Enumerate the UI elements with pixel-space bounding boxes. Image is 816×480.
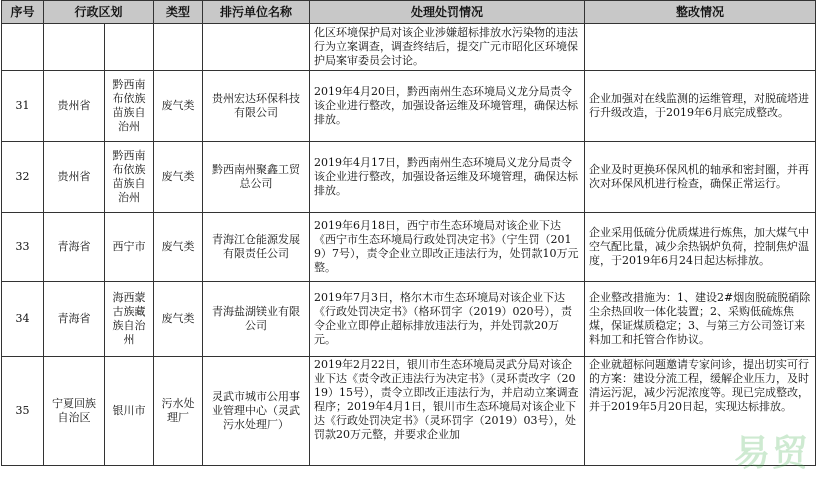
cell-rectification: 企业加强对在线监测的运维管理，对脱硫塔进行升级改造，于2019年6月底完成整改。 bbox=[585, 71, 816, 142]
cell-no: 31 bbox=[2, 71, 44, 142]
header-company: 排污单位名称 bbox=[203, 1, 310, 24]
header-type: 类型 bbox=[154, 1, 203, 24]
header-no: 序号 bbox=[2, 1, 44, 24]
cell-penalty: 2019年7月3日，格尔木市生态环境局对该企业下达《行政处罚决定书》（格环罚字（2019）020号），责令企业立即停止超标排放违法行为，并处罚款20万元。 bbox=[310, 282, 585, 357]
cell-penalty: 2019年4月17日，黔西南州生态环境局义龙分局责令该企业进行整改，加强设备运维及环境管理，确保达标排放。 bbox=[310, 142, 585, 213]
header-rectification: 整改情况 bbox=[585, 1, 816, 24]
cell-type: 废气类 bbox=[154, 142, 203, 213]
cell-rectification: 企业整改措施为：1、建设2#烟囱脱硫脱硝除尘余热回收一体化装置；2、采购低硫炼焦煤，保证煤质稳定；3、与第三方公司签订来料加工和托管合作协议。 bbox=[585, 282, 816, 357]
cell-rectification: 企业采用低硫分优质煤进行炼焦，加大煤气中空气配比量，减少余热锅炉负荷，控制焦炉温度，于2019年6月24日起达标排放。 bbox=[585, 213, 816, 282]
cell-type: 污水处理厂 bbox=[154, 357, 203, 466]
cell-district: 黔西南布依族苗族自治州 bbox=[105, 71, 154, 142]
cell-company: 黔西南州聚鑫工贸总公司 bbox=[203, 142, 310, 213]
cell-region: 贵州省 bbox=[44, 142, 105, 213]
watermark-logo: 易贸 bbox=[733, 433, 810, 474]
table-row bbox=[2, 71, 816, 142]
cell-district bbox=[105, 24, 154, 71]
cell-region bbox=[44, 24, 105, 71]
cell-penalty: 2019年2月22日，银川市生态环境局灵武分局对该企业下达《责令改正违法行为决定书》（灵环责改字（2019）15号），责令立即改正违法行为，并启动立案调查程序；2019年4月1日，银川市生态环境局对该企业下达《行政处罚决定书》（灵环罚字（2019）03号），处罚款20万元整，并要求企业加 bbox=[310, 357, 585, 466]
header-row bbox=[2, 1, 816, 24]
cell-penalty: 化区环境保护局对该企业涉嫌超标排放水污染物的违法行为立案调查，调查终结后，提交广元市昭化区环境保护局案审委员会讨论。 bbox=[310, 24, 585, 71]
cell-no: 32 bbox=[2, 142, 44, 213]
cell-penalty: 2019年6月18日，西宁市生态环境局对该企业下达《西宁市生态环境局行政处罚决定书》（宁生罚（2019）7号），责令企业立即改正违法行为，处罚款10万元整。 bbox=[310, 213, 585, 282]
table-row bbox=[2, 142, 816, 213]
cell-type: 废气类 bbox=[154, 213, 203, 282]
cell-district: 银川市 bbox=[105, 357, 154, 466]
cell-region: 宁夏回族自治区 bbox=[44, 357, 105, 466]
table-row bbox=[2, 24, 816, 71]
cell-type: 废气类 bbox=[154, 71, 203, 142]
cell-region: 青海省 bbox=[44, 213, 105, 282]
cell-type: 废气类 bbox=[154, 282, 203, 357]
cell-company bbox=[203, 24, 310, 71]
cell-penalty: 2019年4月20日，黔西南州生态环境局义龙分局责令该企业进行整改，加强设备运维及环境管理，确保达标排放。 bbox=[310, 71, 585, 142]
cell-company: 青海盐湖镁业有限公司 bbox=[203, 282, 310, 357]
cell-no: 34 bbox=[2, 282, 44, 357]
cell-rectification bbox=[585, 24, 816, 71]
cell-district: 黔西南布依族苗族自治州 bbox=[105, 142, 154, 213]
table-row bbox=[2, 282, 816, 357]
header-penalty: 处理处罚情况 bbox=[310, 1, 585, 24]
cell-region: 青海省 bbox=[44, 282, 105, 357]
cell-company: 青海江仓能源发展有限责任公司 bbox=[203, 213, 310, 282]
cell-rectification: 企业及时更换环保风机的轴承和密封圈，并再次对环保风机进行检查，确保正常运行。 bbox=[585, 142, 816, 213]
cell-company: 贵州宏达环保科技有限公司 bbox=[203, 71, 310, 142]
cell-district: 海西蒙古族藏族自治州 bbox=[105, 282, 154, 357]
cell-district: 西宁市 bbox=[105, 213, 154, 282]
cell-no: 35 bbox=[2, 357, 44, 466]
cell-no: 33 bbox=[2, 213, 44, 282]
cell-no bbox=[2, 24, 44, 71]
table-row bbox=[2, 357, 816, 466]
cell-region: 贵州省 bbox=[44, 71, 105, 142]
cell-rectification: 企业就超标问题邀请专家问诊，提出切实可行的方案：建设分流工程，缓解企业压力，及时清运污泥，减少污泥浓度等。现已完成整改，并于2019年5月20日起，实现达标排放。 bbox=[585, 357, 816, 466]
cell-company: 灵武市城市公用事业管理中心（灵武污水处理厂） bbox=[203, 357, 310, 466]
pollution-table bbox=[1, 0, 816, 466]
cell-type bbox=[154, 24, 203, 71]
header-region: 行政区划 bbox=[44, 1, 154, 24]
table-row bbox=[2, 213, 816, 282]
